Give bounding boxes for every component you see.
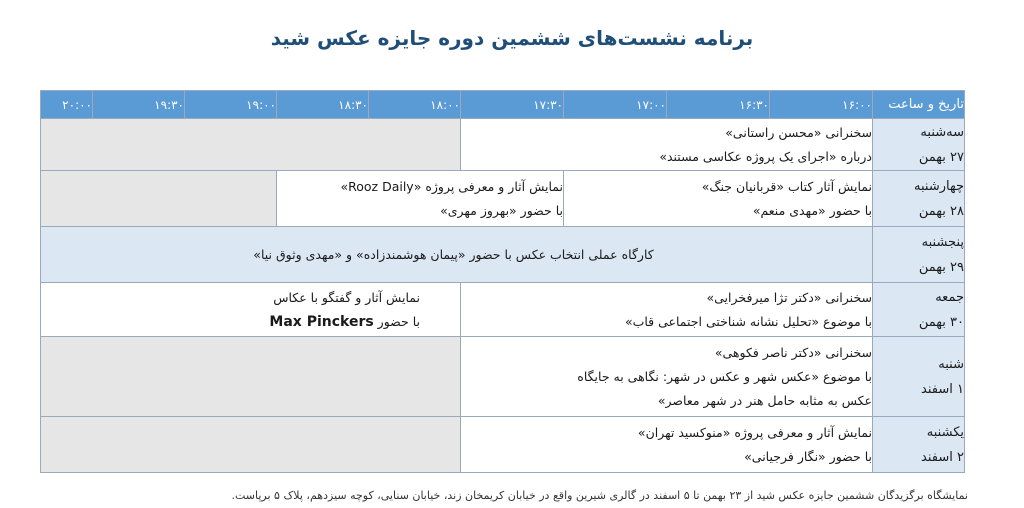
event-cell xyxy=(41,283,461,337)
event-line: عکس به مثابه حامل هنر در شهر معاصر» xyxy=(657,392,872,408)
header-time: ۱۷:۳۰ xyxy=(461,91,564,119)
empty-cell xyxy=(41,119,461,171)
day-date: ۲۷ بهمن xyxy=(918,149,964,165)
event-line: کارگاه عملی انتخاب عکس با حضور «پیمان هوشمندزاده» و «مهدی وثوق نیا» xyxy=(253,246,654,262)
day-name: سه‌شنبه xyxy=(920,124,964,140)
date-cell xyxy=(873,283,965,337)
day-date: ۱ اسفند xyxy=(921,381,964,397)
event-line: نمایش آثار کتاب «قربانیان جنگ» xyxy=(701,178,872,194)
day-name: چهارشنبه xyxy=(914,178,964,194)
table-row xyxy=(41,283,965,337)
header-time: ۱۶:۳۰ xyxy=(667,91,770,119)
page-title: برنامه نشست‌های ششمین دوره جایزه عکس شید xyxy=(270,26,754,50)
header-row xyxy=(41,91,965,119)
day-date: ۳۰ بهمن xyxy=(918,314,964,330)
day-date: ۲ اسفند xyxy=(921,449,964,465)
event-line: نمایش آثار و معرفی پروژه «منوکسید تهران» xyxy=(637,424,872,440)
guest-name: Max Pinckers xyxy=(269,313,374,330)
event-cell xyxy=(461,417,873,473)
day-name: پنجشنبه xyxy=(921,234,964,250)
day-name: شنبه xyxy=(938,356,964,372)
header-time: ۲۰:۰۰ xyxy=(41,91,93,119)
event-line: سخنرانی «دکتر ناصر فکوهی» xyxy=(714,344,872,360)
event-cell xyxy=(41,227,873,283)
header-time: ۱۸:۰۰ xyxy=(369,91,461,119)
event-cell xyxy=(277,171,564,227)
event-line xyxy=(41,310,420,334)
empty-cell xyxy=(41,171,277,227)
event-line-prefix: با حضور xyxy=(377,313,420,329)
event-line: با حضور «نگار فرجیانی» xyxy=(744,448,872,464)
table-row xyxy=(41,337,965,417)
event-line: نمایش آثار و معرفی پروژه «Rooz Daily» xyxy=(340,178,563,194)
event-line: سخنرانی «دکتر تژا میرفخرایی» xyxy=(706,289,872,305)
event-cell xyxy=(461,119,873,171)
event-line: با موضوع «تحلیل نشانه شناختی اجتماعی قاب» xyxy=(624,313,872,329)
event-line: درباره «اجرای یک پروژه عکاسی مستند» xyxy=(659,148,872,164)
table-row xyxy=(41,119,965,171)
event-line: با موضوع «عکس شهر و عکس در شهر: نگاهی به جایگاه xyxy=(577,368,872,384)
day-date: ۲۸ بهمن xyxy=(918,203,964,219)
schedule-table xyxy=(40,90,965,473)
event-cell xyxy=(461,283,873,337)
header-date-label: تاریخ و ساعت xyxy=(873,91,965,119)
header-time: ۱۶:۰۰ xyxy=(770,91,873,119)
header-time: ۱۹:۰۰ xyxy=(185,91,277,119)
day-name: یکشنبه xyxy=(926,424,964,440)
date-cell xyxy=(873,337,965,417)
header-time: ۱۷:۰۰ xyxy=(564,91,667,119)
date-cell xyxy=(873,417,965,473)
footer-note: نمایشگاه برگزیدگان ششمین جایزه عکس شید از ۲۳ بهمن تا ۵ اسفند در گالری شیرین واقع در خیابان کریمخان زند، خیابان سنایی، کوچه سیزدهم، پلاک ۵ برپاست. xyxy=(231,489,968,502)
header-time: ۱۹:۳۰ xyxy=(93,91,185,119)
event-line: با حضور «بهروز مهری» xyxy=(440,202,563,218)
date-cell xyxy=(873,119,965,171)
date-cell xyxy=(873,227,965,283)
header-time: ۱۸:۳۰ xyxy=(277,91,369,119)
table-row xyxy=(41,417,965,473)
table-row xyxy=(41,227,965,283)
empty-cell xyxy=(41,337,461,417)
empty-cell xyxy=(41,417,461,473)
day-date: ۲۹ بهمن xyxy=(918,259,964,275)
event-line: نمایش آثار و گفتگو با عکاس xyxy=(273,289,420,305)
day-name: جمعه xyxy=(935,289,964,305)
table-row xyxy=(41,171,965,227)
event-cell xyxy=(564,171,873,227)
event-line: سخنرانی «محسن راستانی» xyxy=(725,124,872,140)
date-cell xyxy=(873,171,965,227)
event-cell xyxy=(461,337,873,417)
event-line: با حضور «مهدی منعم» xyxy=(752,202,872,218)
